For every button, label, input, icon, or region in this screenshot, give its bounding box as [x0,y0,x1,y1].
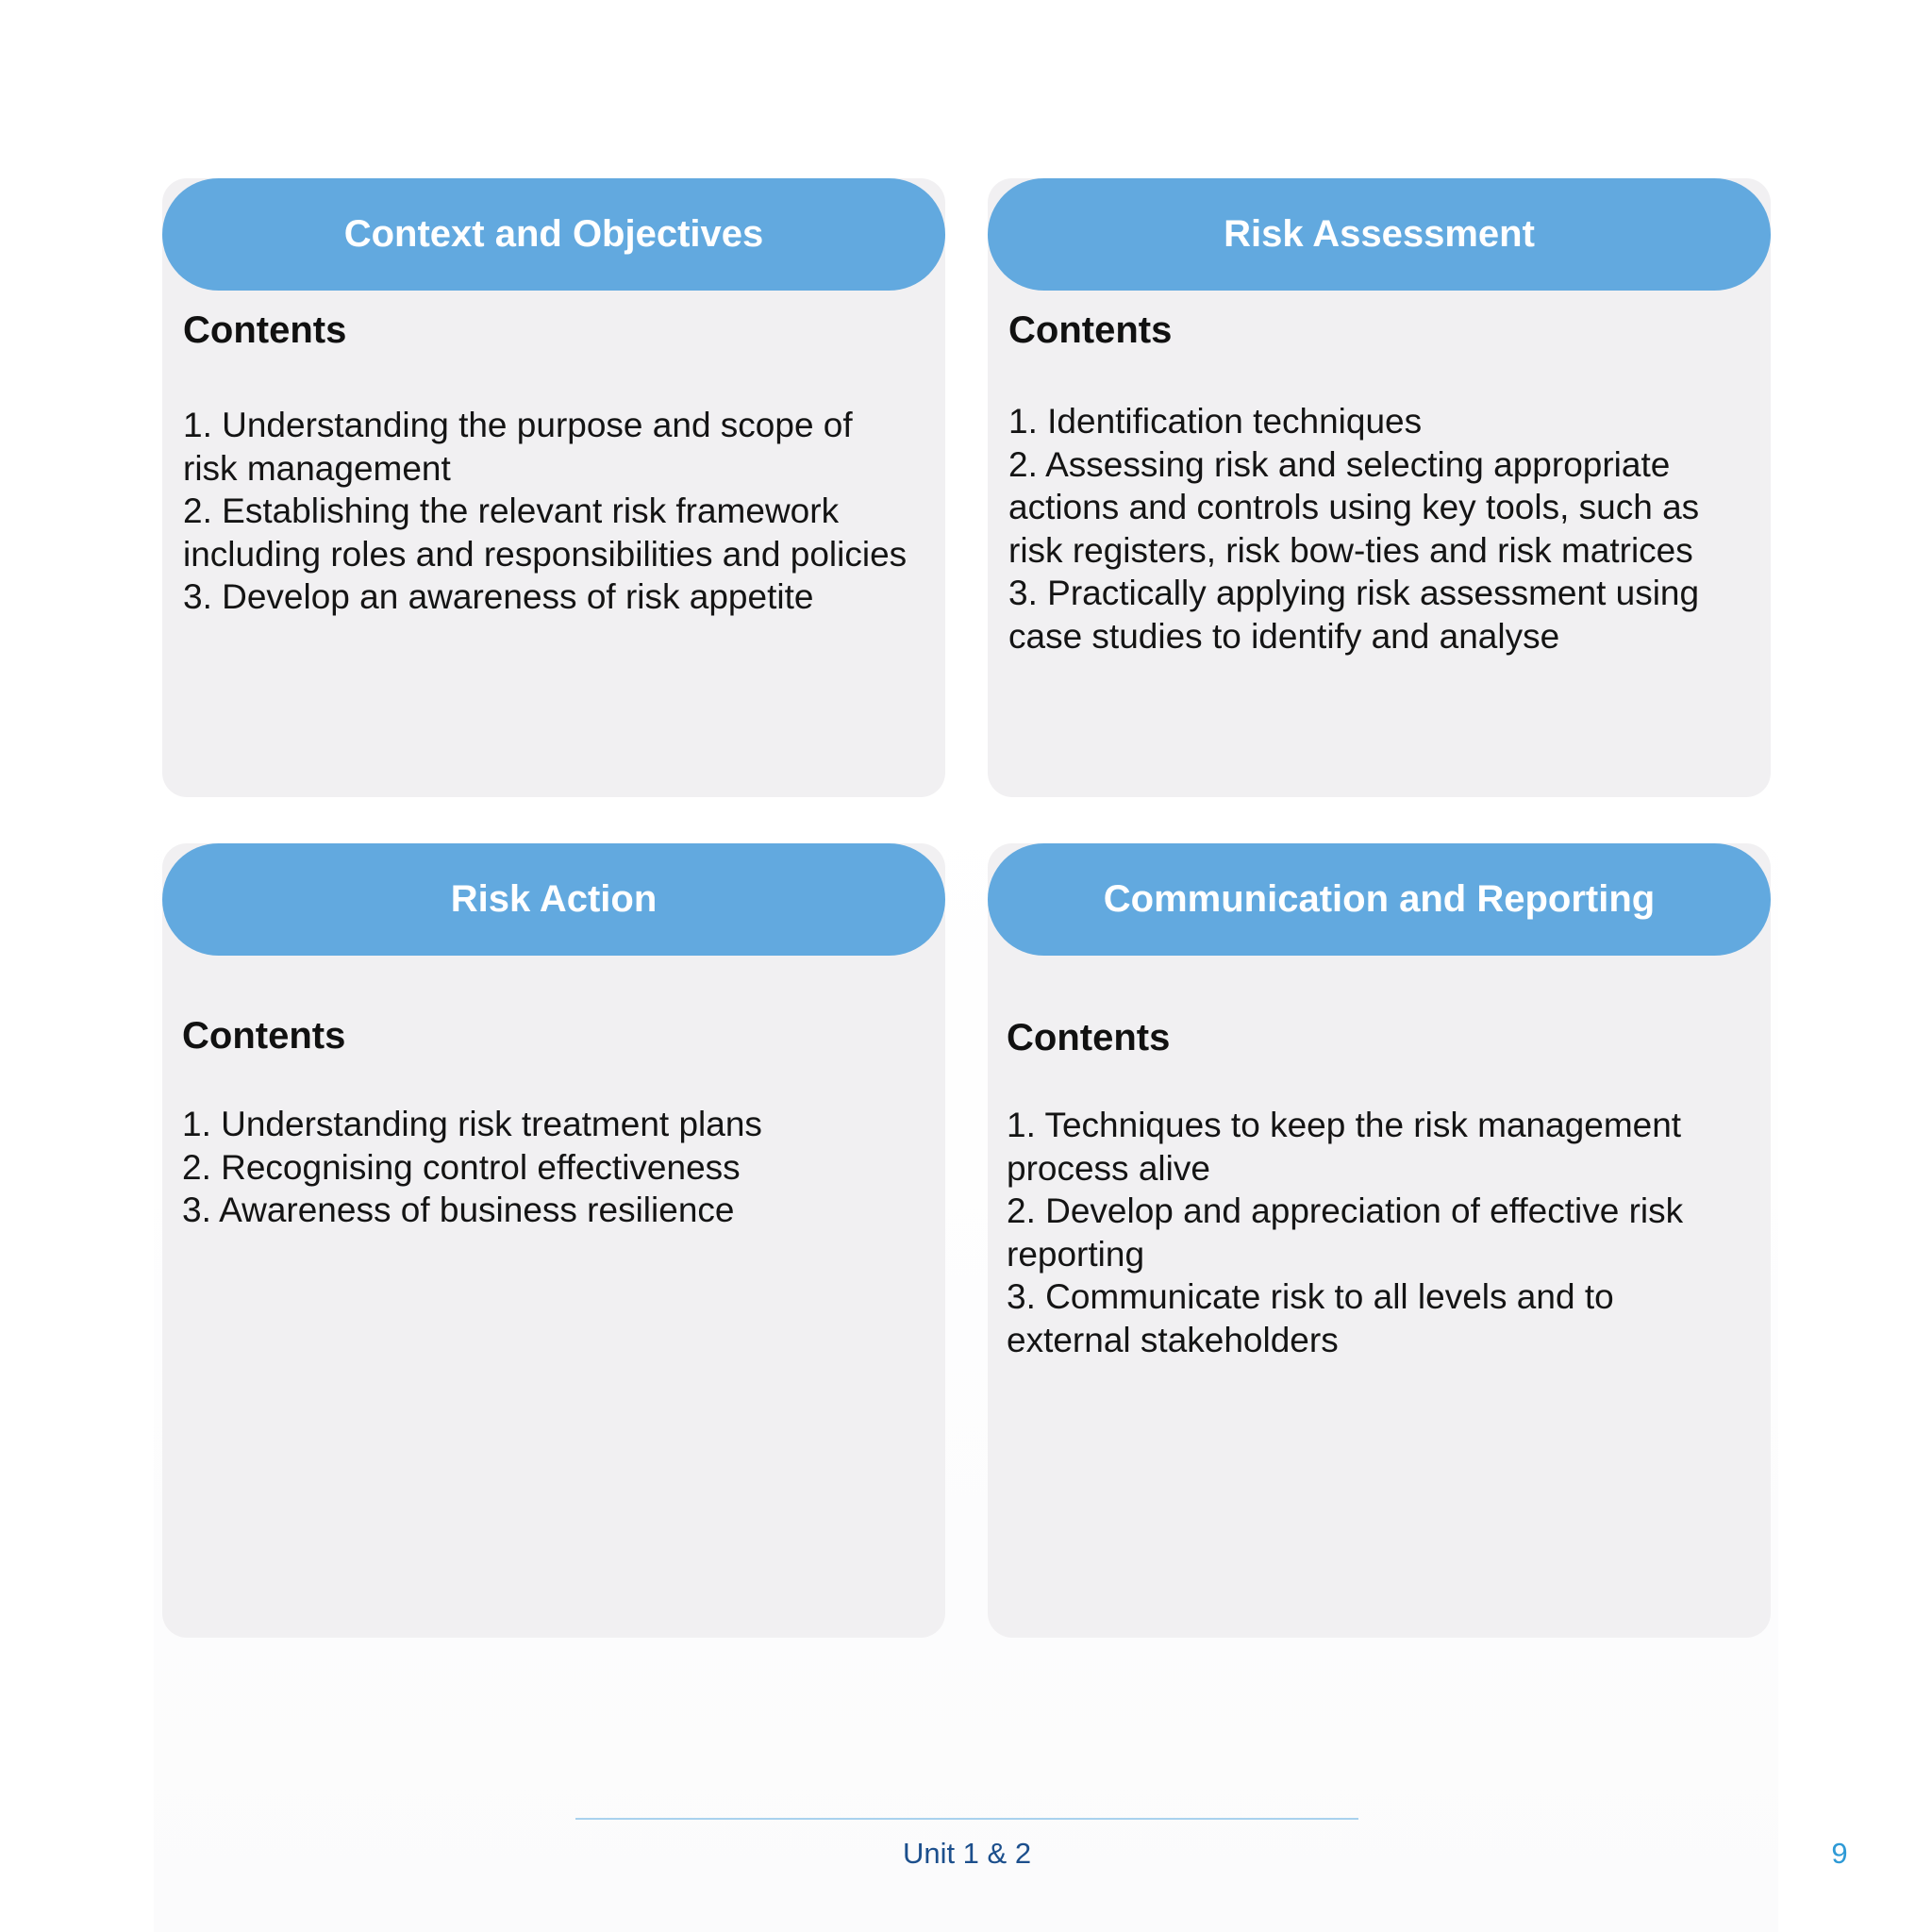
card-context-and-objectives [162,178,945,797]
contents-heading: Contents [1007,1017,1171,1058]
card-body [1007,1015,1733,1361]
card-risk-action [162,843,945,1638]
footer-divider [575,1818,1358,1820]
list-item: 3. Practically applying risk assessment using case studies to identify and analyse [1008,574,1700,656]
card-risk-assessment [988,178,1771,797]
footer-unit-label: Unit 1 & 2 [902,1837,1032,1870]
list-item: 3. Develop an awareness of risk appetite [183,577,814,616]
card-body [1008,308,1733,658]
card-title: Communication and Reporting [988,843,1771,956]
contents-list [183,404,908,619]
list-item: 2. Assessing risk and selecting appropriate actions and controls using key tools, such as risk registers, risk bow-ties and risk matrices [1008,444,1700,570]
contents-heading: Contents [183,309,347,351]
card-body [182,1013,908,1232]
contents-list [1007,1104,1733,1361]
list-item: 2. Develop and appreciation of effective risk reporting [1007,1191,1684,1274]
contents-list [1008,400,1733,658]
list-item: 3. Awareness of business resilience [182,1191,735,1229]
list-item: 3. Communicate risk to all levels and to external stakeholders [1007,1277,1614,1359]
card-body [183,308,908,619]
list-item: 2. Establishing the relevant risk framework including roles and responsibilities and policies [183,491,908,574]
card-communication-and-reporting [988,843,1771,1638]
list-item: 1. Techniques to keep the risk management process alive [1007,1106,1682,1188]
list-item: 1. Understanding risk treatment plans [182,1105,762,1143]
list-item: 2. Recognising control effectiveness [182,1147,741,1187]
page-number: 9 [1831,1837,1848,1870]
card-title: Risk Assessment [988,178,1771,291]
list-item: 1. Understanding the purpose and scope of risk management [183,406,853,488]
card-title: Context and Objectives [162,178,945,291]
list-item: 1. Identification techniques [1008,402,1423,441]
contents-heading: Contents [182,1015,346,1057]
contents-heading: Contents [1008,309,1173,351]
contents-list [182,1103,908,1232]
card-title: Risk Action [162,843,945,956]
